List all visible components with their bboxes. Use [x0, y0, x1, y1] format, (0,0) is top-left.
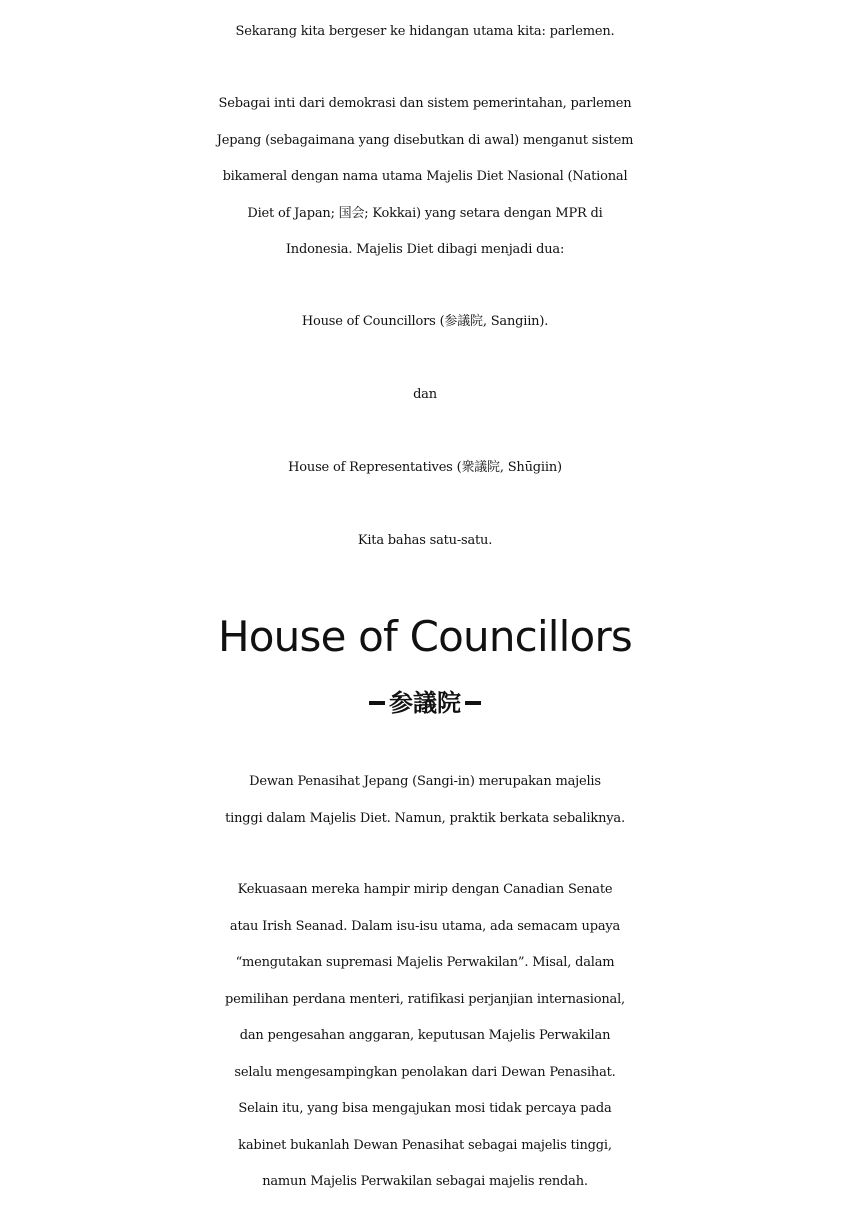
- paragraph-line: “mengutakan supremasi Majelis Perwakilan”. Misal, dalam: [235, 955, 615, 970]
- dash-right-icon: [465, 701, 481, 705]
- house-councillors-paragraph: [0, 304, 850, 341]
- paragraph-line: Diet of Japan; 国会; Kokkai) yang setara dengan MPR di: [247, 205, 603, 221]
- section-title: House of Councillors: [217, 612, 632, 661]
- paragraph-line: Indonesia. Majelis Diet dibagi menjadi dua:: [285, 242, 565, 257]
- section-subtitle-text: 参議院: [389, 689, 461, 717]
- paragraph-line: selalu mengesampingkan penolakan dari Dewan Penasihat.: [234, 1064, 616, 1080]
- house-representatives-paragraph: [0, 450, 850, 487]
- paragraph-line: Jepang (sebagaimana yang disebutkan di awal) menganut sistem: [216, 132, 634, 148]
- paragraph-line: Dewan Penasihat Jepang (Sangi-in) merupakan majelis: [249, 774, 601, 789]
- kekuasaan-paragraph: [0, 872, 850, 1201]
- intro-line: Sekarang kita bergeser ke hidangan utama kita: parlemen.: [235, 24, 615, 39]
- paragraph-line: atau Irish Seanad. Dalam isu-isu utama, ada semacam upaya: [229, 918, 621, 934]
- section-subtitle: [0, 688, 850, 718]
- paragraph-line: tinggi dalam Majelis Diet. Namun, praktik berkata sebaliknya.: [225, 810, 625, 826]
- paragraph-line: bikameral dengan nama utama Majelis Diet Nasional (National: [222, 169, 628, 184]
- paragraph-line: Kekuasaan mereka hampir mirip dengan Canadian Senate: [237, 882, 613, 897]
- paragraph-line: kabinet bukanlah Dewan Penasihat sebagai majelis tinggi,: [238, 1137, 612, 1153]
- paragraph-line: Selain itu, yang bisa mengajukan mosi tidak percaya pada: [238, 1101, 612, 1116]
- paragraph-line: Sebagai inti dari demokrasi dan sistem pemerintahan, parlemen: [218, 96, 632, 111]
- kita-bahas-paragraph: [0, 523, 850, 560]
- dan-line: dan: [413, 387, 437, 402]
- paragraph-line: pemilihan perdana menteri, ratifikasi perjanjian internasional,: [225, 991, 625, 1007]
- paragraph-line: namun Majelis Perwakilan sebagai majelis rendah.: [262, 1174, 588, 1189]
- parlemen-paragraph: [0, 86, 850, 269]
- paragraph-line: dan pengesahan anggaran, keputusan Majelis Perwakilan: [239, 1028, 611, 1043]
- intro-paragraph: [0, 14, 850, 51]
- kita-bahas-line: Kita bahas satu-satu.: [357, 533, 493, 548]
- house-representatives-line: House of Representatives (衆議院, Shūgiin): [288, 460, 562, 475]
- dash-left-icon: [369, 701, 385, 705]
- dewan-paragraph: [0, 764, 850, 837]
- house-councillors-line: House of Councillors (参議院, Sangiin).: [301, 314, 549, 329]
- dan-paragraph: [0, 377, 850, 414]
